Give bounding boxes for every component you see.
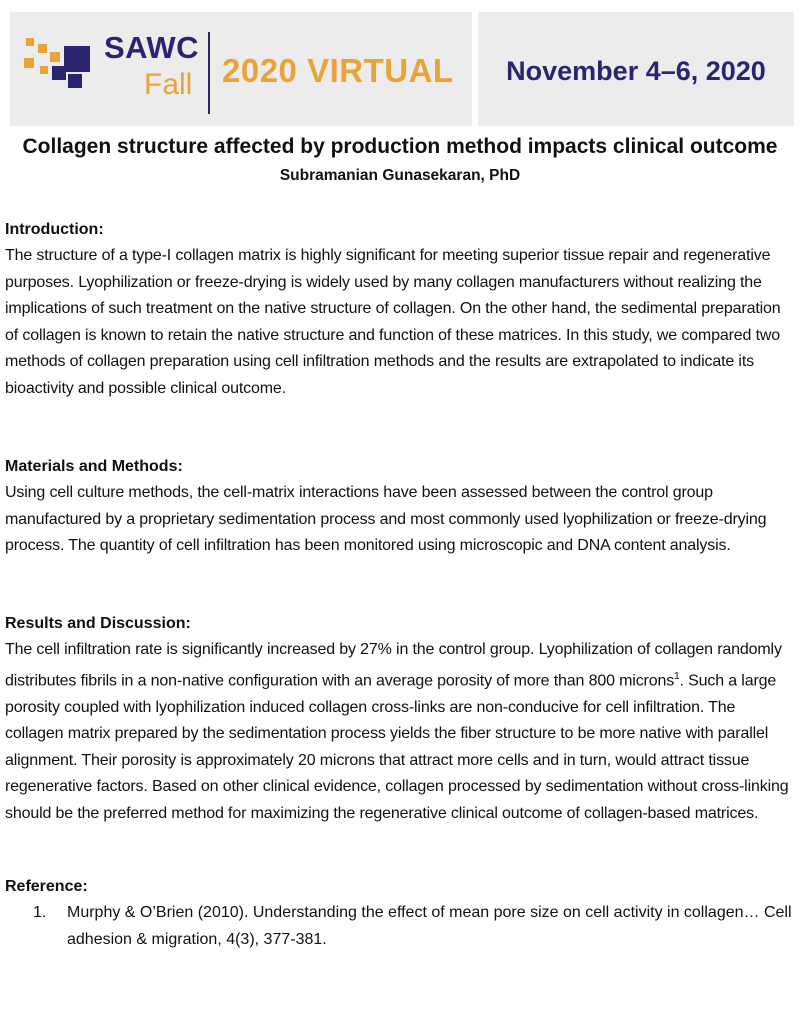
reference-list bbox=[5, 900, 797, 953]
results-heading: Results and Discussion: bbox=[5, 615, 191, 632]
sawc-logo-icon bbox=[24, 36, 94, 92]
introduction-heading: Introduction: bbox=[5, 221, 104, 238]
article-title: Collagen structure affected by production method impacts clinical outcome bbox=[22, 135, 778, 158]
results-body-part1: The cell infiltration rate is significantly increased by 27% in the control group. Lyophilization of collagen randomly distributes fibrils in a non-native configuration with an average porosity of more than 800 microns bbox=[5, 641, 782, 689]
methods-section bbox=[5, 454, 797, 560]
results-body-part2: . Such a large porosity coupled with lyophilization induced collagen cross-links are non-conducive for cell infiltration. The collagen matrix prepared by the sedimentation process yields the fiber structure to be more native with parallel alignment. Their porosity is approximately 20 microns that attract more cells and in turn, would attract tissue regenerative factors. Based on other clinical evidence, collagen processed by sedimentation without cross-linking should be the preferred method for maximizing the regenerative clinical outcome of collagen-based matrices. bbox=[5, 671, 789, 822]
reference-heading: Reference: bbox=[5, 878, 88, 895]
brand-season: Fall bbox=[144, 68, 193, 101]
reference-section bbox=[5, 874, 797, 953]
footnote-marker: 1 bbox=[674, 670, 680, 682]
methods-heading: Materials and Methods: bbox=[5, 458, 183, 475]
reference-text: Murphy & O’Brien (2010). Understanding the effect of mean pore size on cell activity in collagen… Cell adhesion & migration, 4(3), 377-381. bbox=[67, 904, 792, 948]
results-body bbox=[5, 637, 797, 827]
introduction-section bbox=[5, 217, 797, 403]
brand-divider bbox=[208, 32, 210, 114]
methods-body: Using cell culture methods, the cell-matrix interactions have been assessed between the control group manufactured by a proprietary sedimentation process and most commonly used lyophilization or freeze-drying process. The quantity of cell infiltration has been monitored using microscopic and DNA content analysis. bbox=[5, 484, 767, 555]
event-edition: 2020 VIRTUAL bbox=[222, 52, 454, 89]
introduction-body: The structure of a type-I collagen matrix is highly significant for meeting superior tissue repair and regenerative purposes. Lyophilization or freeze-drying is widely used by many collagen manufacturers without realizing the implications of such treatment on the native structure of collagen. On the other hand, the sedimental preparation of collagen is known to retain the native structure and function of these matrices. In this study, we compared two methods of collagen preparation using cell infiltration methods and the results are extrapolated to indicate its bioactivity and possible clinical outcome. bbox=[5, 247, 781, 397]
reference-item bbox=[5, 900, 797, 953]
reference-number: 1. bbox=[33, 904, 47, 921]
brand-panel bbox=[10, 12, 472, 126]
article-author: Subramanian Gunasekaran, PhD bbox=[279, 167, 521, 184]
conference-banner bbox=[10, 12, 794, 126]
results-section bbox=[5, 611, 797, 827]
brand-name: SAWC bbox=[104, 30, 199, 65]
dates-panel bbox=[478, 12, 794, 126]
event-dates: November 4–6, 2020 bbox=[506, 56, 766, 86]
